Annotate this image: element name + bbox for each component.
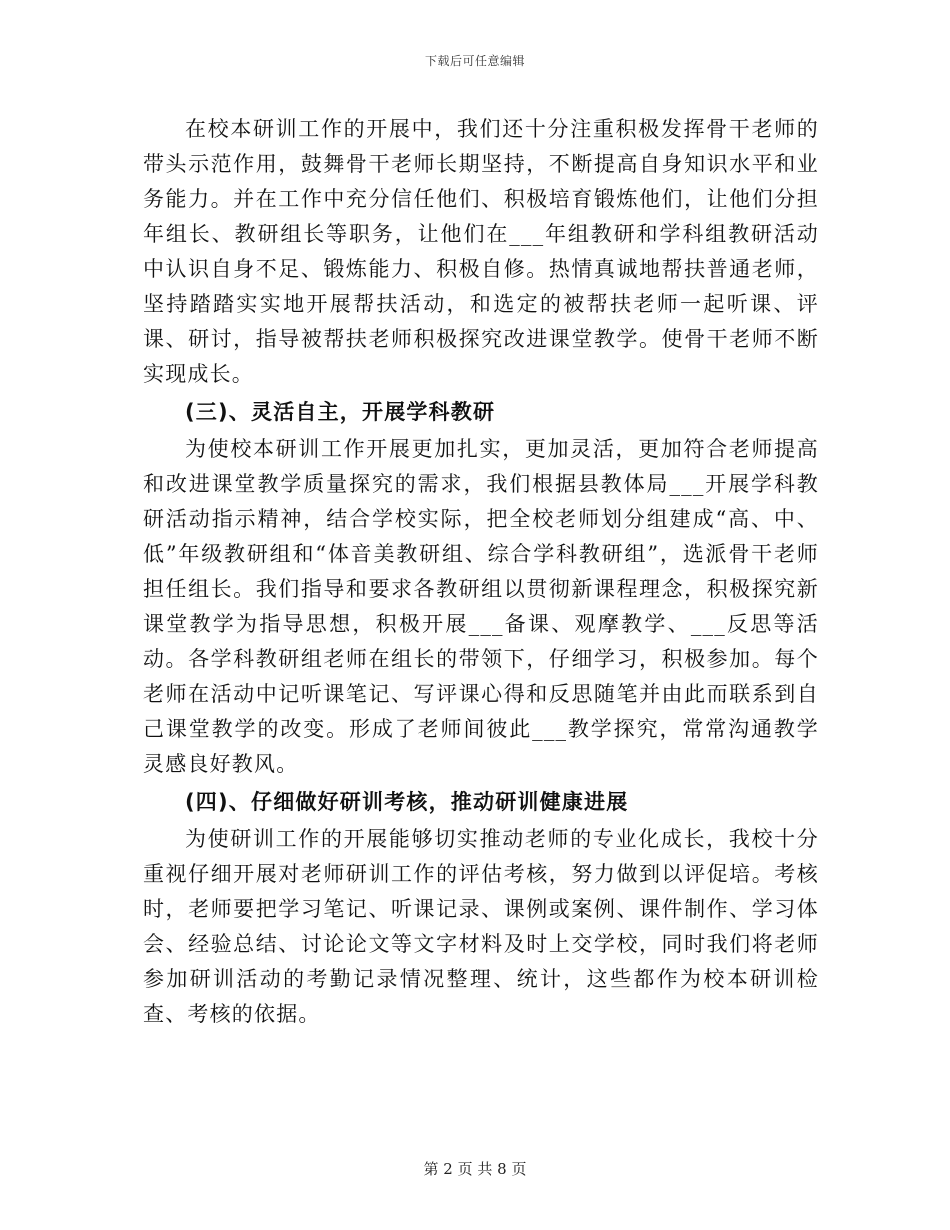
section-heading-3: (三)、灵活自主，开展学科教研 <box>185 400 496 424</box>
page-number: 第 2 页 共 8 页 <box>423 1160 527 1178</box>
document-body <box>143 112 819 1032</box>
page-header: 下载后可任意编辑 <box>424 54 525 68</box>
section-heading-4: (四)、仔细做好研训考核，推动研训健康进展 <box>185 790 629 814</box>
paragraph-assessment: 为使研训工作的开展能够切实推动老师的专业化成长，我校十分重视仔细开展对老师研训工作的评估考核，努力做到以评促培。考核时，老师要把学习笔记、听课记录、课例或案例、课件制作、学习体会、经验总结、讨论论文等文字材料及时上交学校，同时我们将老师参加研训活动的考勤记录情况整理、统计，这些都作为校本研训检查、考核的依据。 <box>143 827 819 1026</box>
paragraph-subject-research: 为使校本研训工作开展更加扎实，更加灵活，更加符合老师提高和改进课堂教学质量探究的需求，我们根据县教体局___开展学科教研活动指示精神，结合学校实际，把全校老师划分组建成“高、中、低”年级教研组和“体音美教研组、综合学科教研组”，选派骨干老师担任组长。我们指导和要求各教研组以贯彻新课程理念，积极探究新课堂教学为指导思想，积极开展___备课、观摩教学、___反思等活动。各学科教研组老师在组长的带领下，仔细学习，积极参加。每个老师在活动中记听课笔记、写评课心得和反思随笔并由此而联系到自己课堂教学的改变。形成了老师间彼此___教学探究，常常沟通教学灵感良好教风。 <box>143 437 819 776</box>
paragraph-backbone-teachers: 在校本研训工作的开展中，我们还十分注重积极发挥骨干老师的带头示范作用，鼓舞骨干老师长期坚持，不断提高自身知识水平和业务能力。并在工作中充分信任他们、积极培育锻炼他们，让他们分担年组长、教研组长等职务，让他们在___年组教研和学科组教研活动中认识自身不足、锻炼能力、积极自修。热情真诚地帮扶普通老师，坚持踏踏实实地开展帮扶活动，和选定的被帮扶老师一起听课、评课、研讨，指导被帮扶老师积极探究改进课堂教学。使骨干老师不断实现成长。 <box>143 117 819 386</box>
